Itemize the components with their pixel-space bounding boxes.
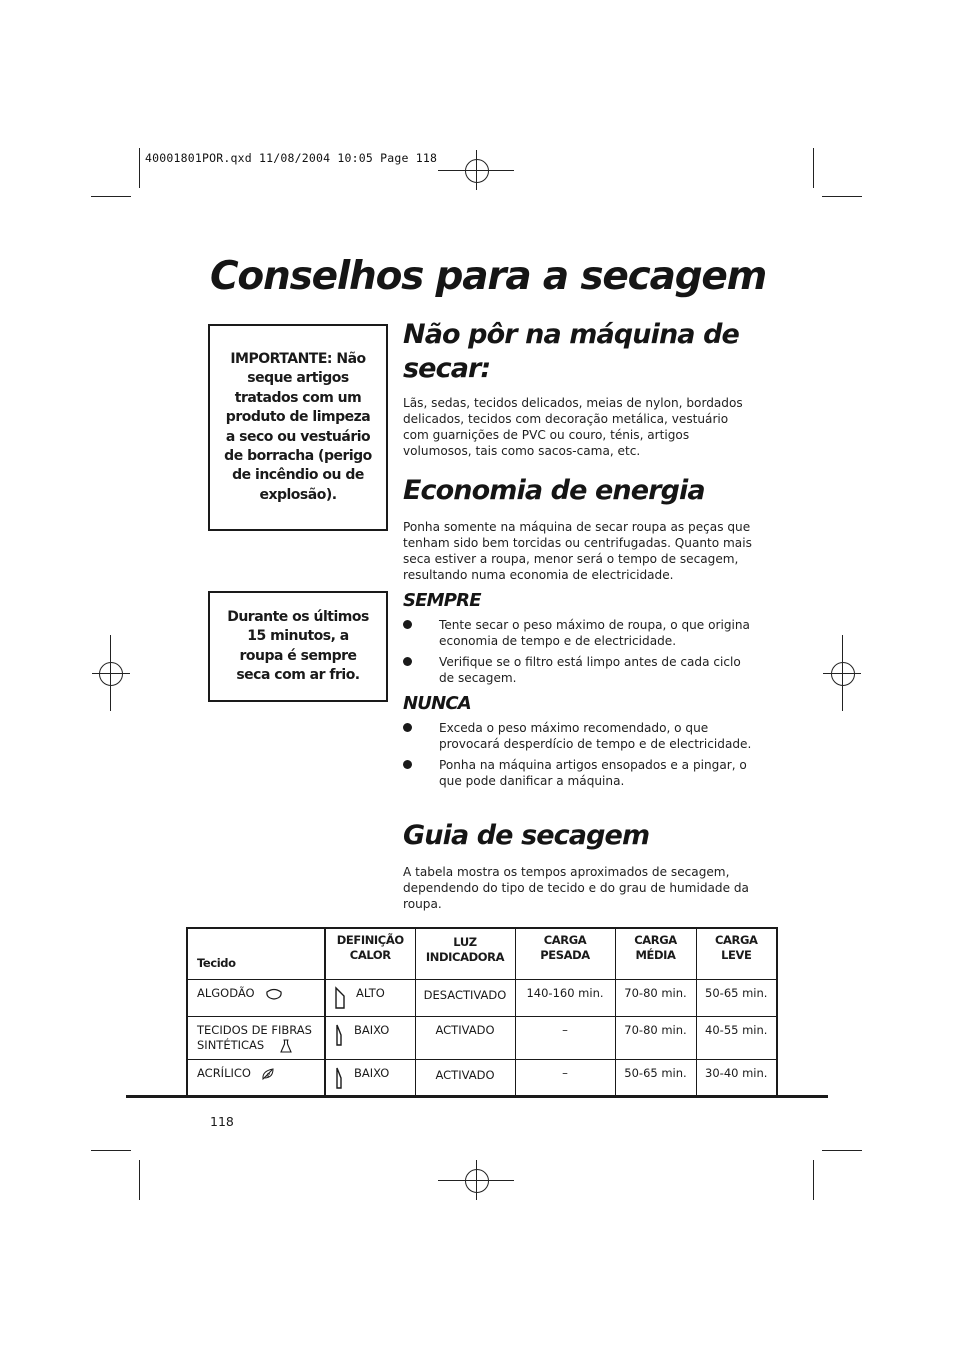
no-dry-heading: Não pôr na máquina de secar:	[403, 319, 739, 384]
page-number: 118	[210, 1114, 234, 1129]
indicator-cell: ACTIVADO	[415, 1060, 515, 1098]
fabric-cell: ACRÍLICO	[187, 1060, 325, 1098]
header-medium-load: CARGA MÉDIA	[615, 928, 696, 980]
crop-mark	[91, 1150, 131, 1151]
never-list	[403, 720, 753, 794]
guide-text: A tabela mostra os tempos aproximados de secagem, dependendo do tipo de tecido e do grau de humidade da roupa.	[403, 865, 749, 911]
flask-icon	[280, 1039, 292, 1053]
print-slug: 40001801POR.qxd 11/08/2004 10:05 Page 118	[145, 151, 438, 165]
list-item: Exceda o peso máximo recomendado, o que provocará desperdício de tempo e de electricidade.	[403, 720, 753, 752]
registration-circle	[99, 662, 123, 686]
always-heading: SEMPRE	[403, 590, 481, 611]
indicator-cell: DESACTIVADO	[415, 980, 515, 1017]
energy-text: Ponha somente na máquina de secar roupa as peças que tenham sido bem torcidas ou centrifugadas. Quanto mais seca estiver a roupa, menor será o tempo de secagem, resultando numa economia de electricidade.	[403, 520, 752, 582]
heat-cell: BAIXO	[325, 1060, 415, 1098]
registration-circle	[465, 1169, 489, 1193]
crop-mark	[822, 1150, 862, 1151]
header-heavy-load: CARGA PESADA	[515, 928, 615, 980]
cool-air-notice-box	[208, 591, 388, 702]
header-light-load: CARGA LEVE	[696, 928, 777, 980]
fabric-cell: ALGODÃO	[187, 980, 325, 1017]
medium-load-cell: 50-65 min.	[615, 1060, 696, 1098]
list-item: Tente secar o peso máximo de roupa, o que origina economia de tempo e de electricidade.	[403, 617, 753, 649]
light-load-cell: 50-65 min.	[696, 980, 777, 1017]
heat-cell: ALTO	[325, 980, 415, 1017]
cool-air-notice-text: Durante os últimos 15 minutos, a roupa é sempre seca com ar frio.	[227, 608, 369, 683]
footer-rule	[126, 1095, 828, 1098]
bullet-icon	[403, 620, 412, 629]
light-load-cell: 30-40 min.	[696, 1060, 777, 1098]
important-notice-text: IMPORTANTE: Não seque artigos tratados com um produto de limpeza a seco ou vestuário de borracha (perigo de incêndio ou de explosão).	[224, 350, 372, 503]
list-item: Verifique se o filtro está limpo antes de cada ciclo de secagem.	[403, 654, 753, 686]
drying-guide-table	[186, 927, 778, 1098]
table-header-row	[187, 928, 777, 980]
crop-mark	[813, 1160, 814, 1200]
bullet-icon	[403, 760, 412, 769]
crop-mark	[822, 196, 862, 197]
low-heat-icon	[334, 1066, 344, 1090]
page-title: Conselhos para a secagem	[210, 254, 767, 299]
guide-heading: Guia de secagem	[403, 820, 650, 851]
header-heat: DEFINIÇÃO CALOR	[325, 928, 415, 980]
registration-circle	[831, 662, 855, 686]
table-row	[187, 980, 777, 1017]
fabric-cell: TECIDOS DE FIBRAS SINTÉTICAS	[187, 1017, 325, 1060]
crop-mark	[813, 148, 814, 188]
header-indicator: LUZ INDICADORA	[415, 928, 515, 980]
energy-heading: Economia de energia	[403, 475, 705, 506]
table-row	[187, 1060, 777, 1098]
leaf-icon	[261, 1067, 275, 1081]
cotton-bowl-icon	[265, 988, 283, 1000]
low-heat-icon	[334, 1023, 344, 1047]
important-notice-box	[208, 324, 388, 531]
medium-load-cell: 70-80 min.	[615, 980, 696, 1017]
table-row	[187, 1017, 777, 1060]
heavy-load-cell: –	[515, 1017, 615, 1060]
indicator-cell: ACTIVADO	[415, 1017, 515, 1060]
bullet-icon	[403, 723, 412, 732]
no-dry-text: Lãs, sedas, tecidos delicados, meias de nylon, bordados delicados, tecidos com decoração metálica, vestuário com guarnições de PVC ou couro, ténis, artigos volumosos, tais como sacos-cama, etc.	[403, 396, 743, 458]
crop-mark	[139, 1160, 140, 1200]
heat-cell: BAIXO	[325, 1017, 415, 1060]
crop-mark	[139, 148, 140, 188]
never-heading: NUNCA	[403, 693, 471, 714]
heavy-load-cell: 140-160 min.	[515, 980, 615, 1017]
bullet-icon	[403, 657, 412, 666]
crop-mark	[91, 196, 131, 197]
registration-circle	[465, 159, 489, 183]
header-fabric: Tecido	[187, 928, 325, 980]
high-heat-icon	[334, 986, 346, 1010]
list-item: Ponha na máquina artigos ensopados e a pingar, o que pode danificar a máquina.	[403, 757, 753, 789]
always-list	[403, 617, 753, 691]
heavy-load-cell: –	[515, 1060, 615, 1098]
light-load-cell: 40-55 min.	[696, 1017, 777, 1060]
medium-load-cell: 70-80 min.	[615, 1017, 696, 1060]
